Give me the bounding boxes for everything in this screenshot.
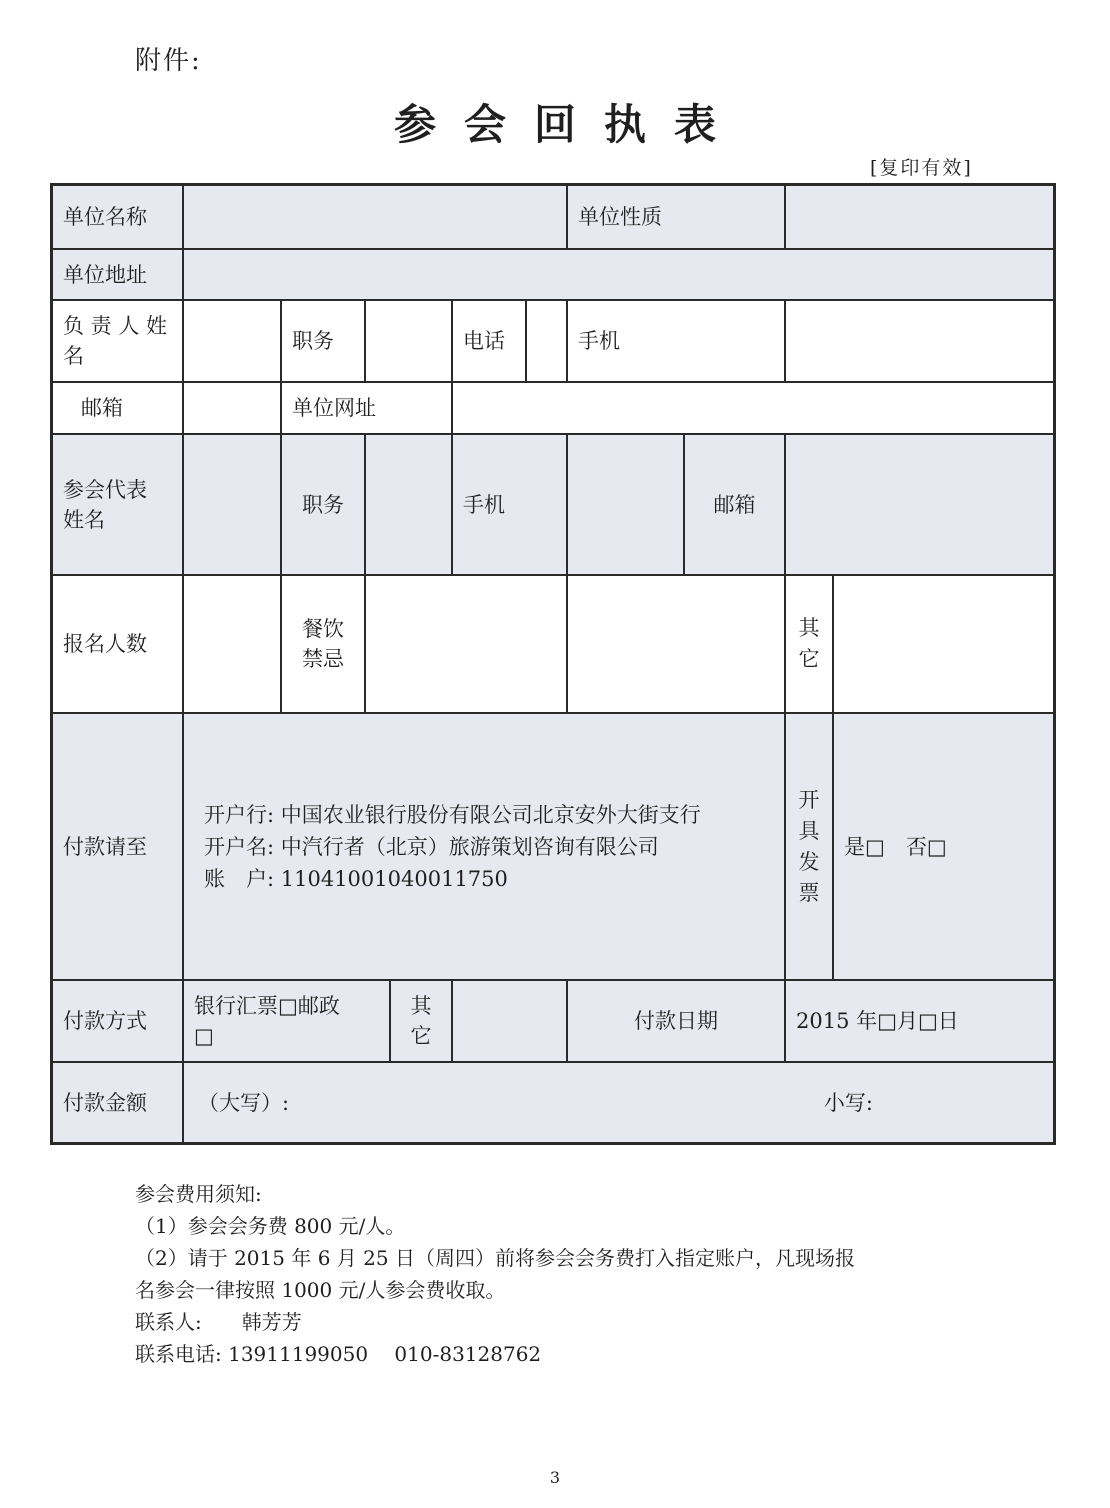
leader-name-label: 负 责 人 姓 名 xyxy=(53,301,184,383)
leader-phone-label: 电话 xyxy=(453,301,527,383)
unit-website-label: 单位网址 xyxy=(282,383,453,435)
dietary-extra-field[interactable] xyxy=(568,576,786,714)
amount-capital-label: （大写）: xyxy=(198,1090,290,1115)
rep-position-label: 职务 xyxy=(282,435,366,576)
dietary-field[interactable] xyxy=(366,576,568,714)
unit-address-label: 单位地址 xyxy=(53,250,184,301)
bank-info-cell xyxy=(184,714,786,981)
fee-notes xyxy=(135,1178,855,1370)
bank-info xyxy=(194,799,711,895)
payment-other-field[interactable] xyxy=(453,981,568,1063)
rep-email-label: 邮箱 xyxy=(685,435,786,576)
rep-mobile-label: 手机 xyxy=(453,435,568,576)
payment-date-value[interactable]: 2015 年□月□日 xyxy=(786,981,1053,1063)
contact-person: 联系人: 韩芳芳 xyxy=(135,1310,302,1334)
amount-label: 付款金额 xyxy=(53,1063,184,1142)
notes-item-1: （1）参会会务费 800 元/人。 xyxy=(135,1214,406,1238)
payment-other-label: 其 它 xyxy=(391,981,453,1063)
invoice-label: 开 具 发 票 xyxy=(786,714,834,981)
leader-name-field[interactable] xyxy=(184,301,282,383)
rep-mobile-field[interactable] xyxy=(568,435,685,576)
payment-date-label: 付款日期 xyxy=(568,981,786,1063)
page-number: 3 xyxy=(549,1468,561,1487)
unit-name-field[interactable] xyxy=(184,186,568,250)
invoice-options[interactable]: 是□ 否□ xyxy=(834,714,1053,981)
leader-phone-field[interactable] xyxy=(527,301,568,383)
payment-to-label: 付款请至 xyxy=(53,714,184,981)
email-field[interactable] xyxy=(184,383,282,435)
leader-position-field[interactable] xyxy=(366,301,453,383)
leader-position-label: 职务 xyxy=(282,301,366,383)
bank-line-branch: 开户行: 中国农业银行股份有限公司北京安外大街支行 xyxy=(204,802,701,827)
amount-small-label: 小写: xyxy=(823,1090,873,1115)
rep-name-label: 参会代表 姓名 xyxy=(53,435,184,576)
attendee-count-label: 报名人数 xyxy=(53,576,184,714)
copy-valid-note: [复印有效] xyxy=(870,157,973,179)
page-title: 参会回执表 xyxy=(393,100,744,149)
rep-position-field[interactable] xyxy=(366,435,453,576)
bank-line-account-number: 账 户: 11041001040011750 xyxy=(204,866,508,891)
notes-item-2-line-2: 名参会一律按照 1000 元/人参会费收取。 xyxy=(135,1278,506,1302)
attachment-label: 附件: xyxy=(135,46,202,76)
leader-mobile-field[interactable] xyxy=(786,301,1053,383)
dietary-label: 餐饮 禁忌 xyxy=(282,576,366,714)
attendee-count-field[interactable] xyxy=(184,576,282,714)
rep-email-field[interactable] xyxy=(786,435,1053,576)
other-field[interactable] xyxy=(834,576,1053,714)
payment-method-label: 付款方式 xyxy=(53,981,184,1063)
notes-heading: 参会费用须知: xyxy=(135,1182,262,1206)
payment-method-options[interactable]: 银行汇票□邮政 □ xyxy=(184,981,391,1063)
rep-name-field[interactable] xyxy=(184,435,282,576)
contact-phone: 联系电话: 13911199050 010-83128762 xyxy=(135,1342,542,1366)
unit-nature-label: 单位性质 xyxy=(568,186,786,250)
amount-field[interactable] xyxy=(184,1063,1053,1142)
email-label: 邮箱 xyxy=(53,383,184,435)
leader-mobile-label: 手机 xyxy=(568,301,786,383)
unit-website-field[interactable] xyxy=(453,383,1053,435)
bank-line-account-name: 开户名: 中汽行者（北京）旅游策划咨询有限公司 xyxy=(204,834,659,859)
unit-name-label: 单位名称 xyxy=(53,186,184,250)
unit-nature-field[interactable] xyxy=(786,186,1053,250)
notes-item-2-line-1: （2）请于 2015 年 6 月 25 日（周四）前将参会会务费打入指定账户，凡现场报 xyxy=(135,1246,855,1270)
unit-address-field[interactable] xyxy=(184,250,1053,301)
other-label: 其 它 xyxy=(786,576,834,714)
registration-form-table xyxy=(50,183,1056,1145)
